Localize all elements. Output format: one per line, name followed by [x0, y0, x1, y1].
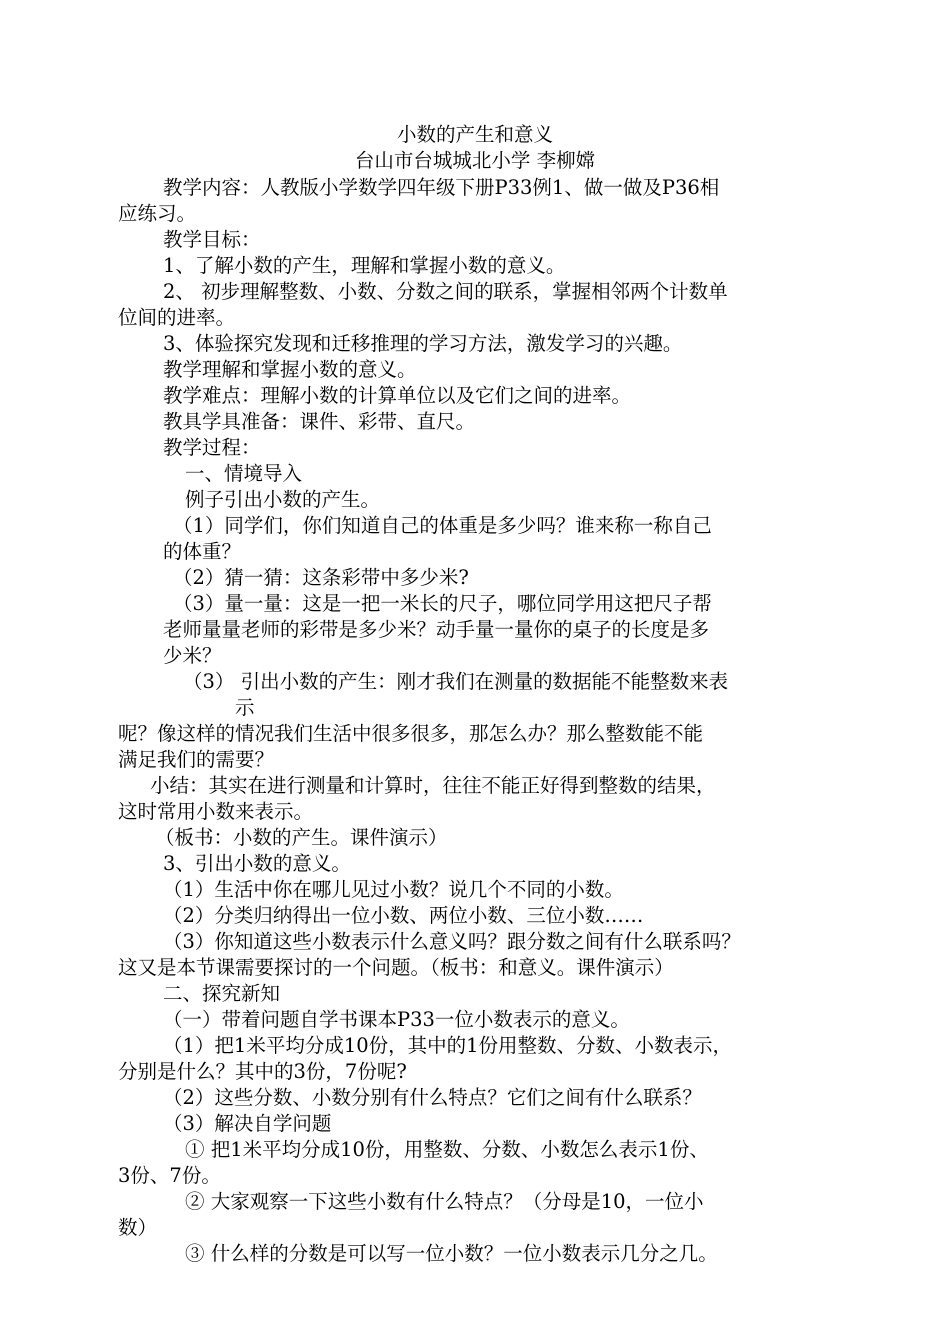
- text-line: 应练习。: [118, 202, 197, 225]
- text-line: （1）生活中你在哪儿见过小数？说几个不同的小数。: [163, 878, 624, 901]
- text-line: 的体重？: [163, 540, 242, 563]
- text-line: 3、体验探究发现和迁移推理的学习方法，激发学习的兴趣。: [163, 332, 683, 355]
- text-line: 位间的进率。: [118, 306, 236, 329]
- text-line: （1）把1米平均分成10份，其中的1份用整数、分数、小数表示，: [163, 1034, 733, 1057]
- text-line: ① 把1米平均分成10份，用整数、分数、小数怎么表示1份、: [185, 1138, 709, 1161]
- text-line: 一、情境导入: [185, 462, 303, 485]
- text-line: （2）这些分数、小数分别有什么特点？它们之间有什么联系？: [163, 1086, 702, 1109]
- text-line: （2）分类归纳得出一位小数、两位小数、三位小数……: [163, 904, 644, 927]
- text-line: 这时常用小数来表示。: [118, 800, 314, 823]
- text-line: 呢？像这样的情况我们生活中很多很多，那怎么办？那么整数能不能: [118, 722, 704, 745]
- text-line: （板书：小数的产生。课件演示）: [155, 826, 448, 849]
- text-line: 3份、7份。: [118, 1164, 221, 1187]
- text-line: 满足我们的需要？: [118, 748, 275, 771]
- text-line: ③ 什么样的分数是可以写一位小数？一位小数表示几分之几。: [185, 1242, 718, 1265]
- text-line: （1）同学们，你们知道自己的体重是多少吗？谁来称一称自己: [173, 514, 712, 537]
- text-line: （3） 引出小数的产生：刚才我们在测量的数据能不能整数来表: [183, 670, 729, 693]
- text-line: 例子引出小数的产生。: [185, 488, 381, 511]
- document-author: 台山市台城城北小学 李柳嫦: [354, 149, 596, 172]
- text-line: 2、 初步理解整数、小数、分数之间的联系，掌握相邻两个计数单: [163, 280, 728, 303]
- text-line: （2）猜一猜：这条彩带中多少米?: [173, 566, 469, 589]
- document-title: 小数的产生和意义: [396, 123, 553, 146]
- text-line: 分别是什么？其中的3份，7份呢?: [118, 1060, 407, 1083]
- text-line: 少米？: [163, 644, 222, 667]
- text-line: 这又是本节课需要探讨的一个问题。（板书：和意义。课件演示）: [118, 956, 674, 979]
- text-line: 教具学具准备：课件、彩带、直尺。: [163, 410, 476, 433]
- text-line: （3）量一量：这是一把一米长的尺子，哪位同学用这把尺子帮: [173, 592, 712, 615]
- text-line: （3）你知道这些小数表示什么意义吗？跟分数之间有什么联系吗？: [163, 930, 741, 953]
- text-line: 教学目标：: [163, 228, 261, 251]
- text-line: 小结：其实在进行测量和计算时，往往不能正好得到整数的结果，: [150, 774, 716, 797]
- text-line: 教学内容：人教版小学数学四年级下册P33例1、做一做及P36相: [163, 176, 720, 199]
- text-line: （一）带着问题自学书课本P33一位小数表示的意义。: [163, 1008, 630, 1031]
- text-line: 教学难点：理解小数的计算单位以及它们之间的进率。: [163, 384, 632, 407]
- text-line: 教学过程：: [163, 436, 261, 459]
- text-line: 示: [235, 696, 255, 719]
- text-line: 3、引出小数的意义。: [163, 852, 351, 875]
- text-line: 教学理解和掌握小数的意义。: [163, 358, 417, 381]
- text-line: ② 大家观察一下这些小数有什么特点？（分母是10，一位小: [185, 1190, 704, 1213]
- text-line: 二、探究新知: [163, 982, 281, 1005]
- text-line: （3）解决自学问题: [163, 1112, 332, 1135]
- text-line: 数）: [118, 1216, 158, 1239]
- text-line: 1、了解小数的产生，理解和掌握小数的意义。: [163, 254, 566, 277]
- text-line: 老师量量老师的彩带是多少米？动手量一量你的桌子的长度是多: [163, 618, 710, 641]
